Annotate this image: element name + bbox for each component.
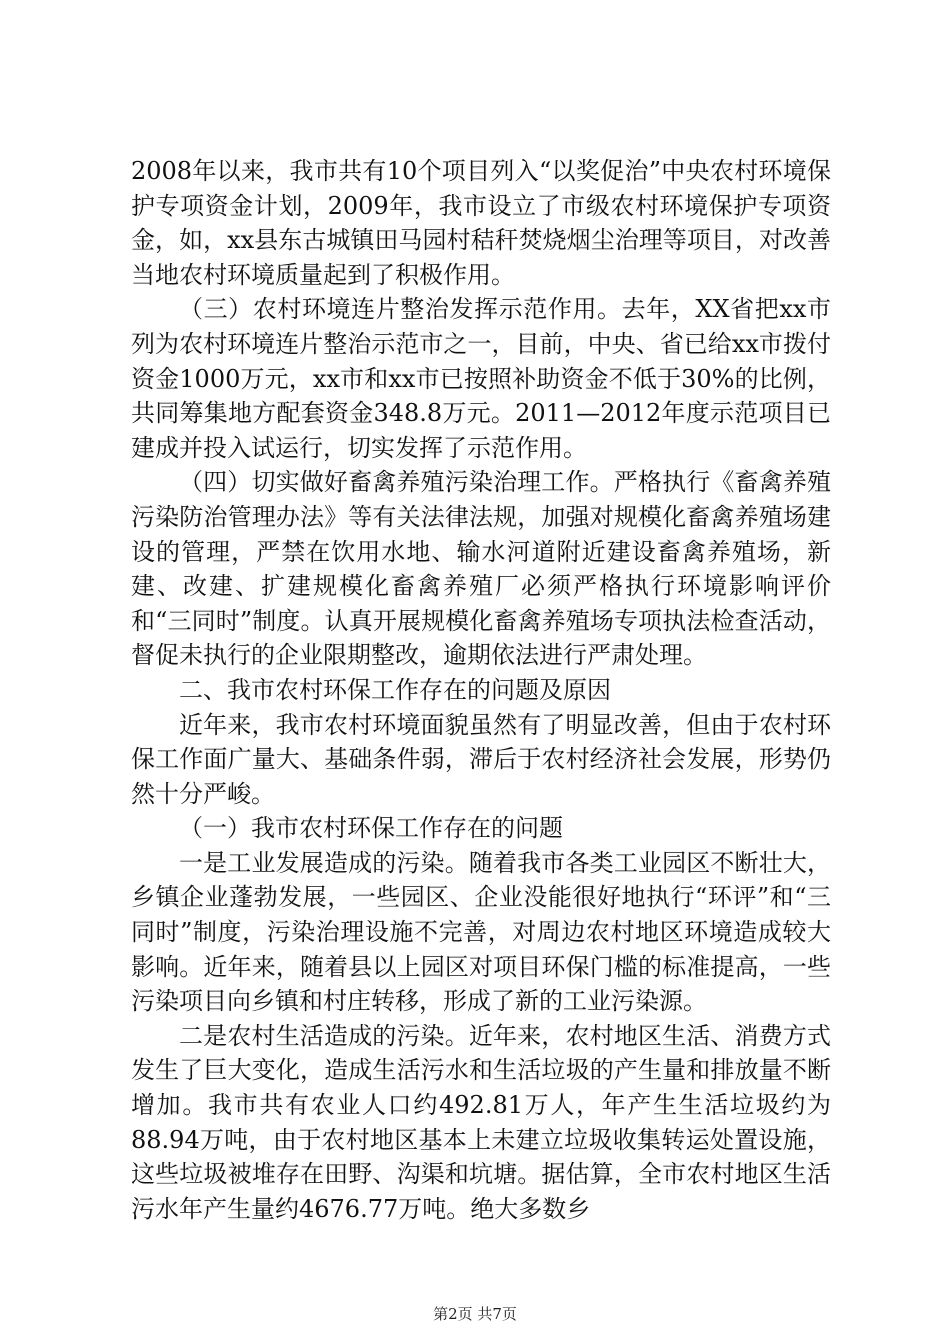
paragraph-section-3: （三）农村环境连片整治发挥示范作用。去年，XX省把xx市列为农村环境连片整治示范市之一，目前，中央、省已给xx市拨付资金1000万元，xx市和xx市已按照补助资金不低于30%的比例，共同筹集地方配套资金348.8万元。2011—2012年度示范项目已建成并投入试运行，切实发挥了示范作用。 — [131, 295, 831, 462]
paragraph-overview: 近年来，我市农村环境面貌虽然有了明显改善，但由于农村环保工作面广量大、基础条件弱，滞后于农村经济社会发展，形势仍然十分严峻。 — [131, 710, 831, 808]
heading-problems-and-causes: 二、我市农村环保工作存在的问题及原因 — [179, 675, 611, 704]
page-number-footer: 第2页 共7页 — [433, 1305, 517, 1323]
subheading-problems: （一）我市农村环保工作存在的问题 — [179, 814, 563, 843]
paragraph-section-4: （四）切实做好畜禽养殖污染治理工作。严格执行《畜禽养殖污染防治管理办法》等有关法律法规，加强对规模化畜禽养殖场建设的管理，严禁在饮用水地、输水河道附近建设畜禽养殖场，新建、改建、扩建规模化畜禽养殖厂必须严格执行环境影响评价和“三同时”制度。认真开展规模化畜禽养殖场专项执法检查活动，督促未执行的企业限期整改，逾期依法进行严肃处理。 — [131, 468, 831, 670]
paragraph-continuation: 2008年以来，我市共有10个项目列入“以奖促治”中央农村环境保护专项资金计划，2009年，我市设立了市级农村环境保护专项资金，如，xx县东古城镇田马园村秸秆焚烧烟尘治理等项目，对改善当地农村环境质量起到了积极作用。 — [131, 157, 831, 289]
paragraph-industrial-pollution: 一是工业发展造成的污染。随着我市各类工业园区不断壮大，乡镇企业蓬勃发展，一些园区、企业没能很好地执行“环评”和“三同时”制度，污染治理设施不完善，对周边农村地区环境造成较大影响。近年来，随着县以上园区对项目环保门槛的标准提高，一些污染项目向乡镇和村庄转移，形成了新的工业污染源。 — [131, 848, 831, 1016]
document-body — [131, 154, 831, 1226]
paragraph-domestic-pollution: 二是农村生活造成的污染。近年来，农村地区生活、消费方式发生了巨大变化，造成生活污水和生活垃圾的产生量和排放量不断增加。我市共有农业人口约492.81万人，年产生生活垃圾约为88.94万吨，由于农村地区基本上未建立垃圾收集转运处置设施，这些垃圾被堆存在田野、沟渠和坑塘。据估算，全市农村地区生活污水年产生量约4676.77万吨。绝大多数乡 — [131, 1021, 831, 1223]
